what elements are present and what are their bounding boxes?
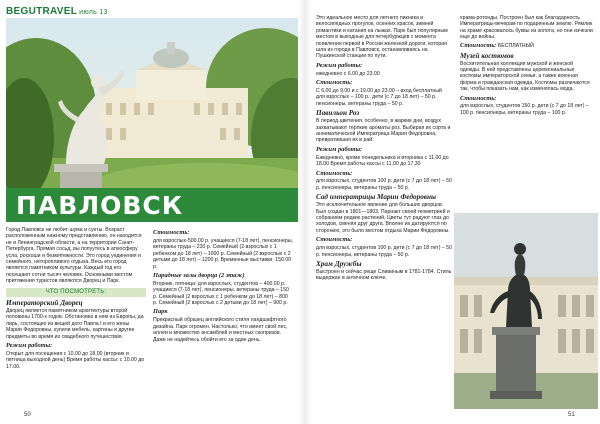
palace-cost-heading: Стоимость: [153,229,190,236]
parade-halls-heading: Парадные залы дворца (2 этаж) [153,271,245,279]
park-hours-text: ежедневно с 6.00 до 23.00 [316,70,380,77]
rose-pavilion-cost-text: для взрослых, студентов 100 р. дети (с 7 до 18 лет) – 50 р. пенсионеры, ветераны труда – 50 р. [316,178,452,191]
palace-cost-text: для взрослых-500.00 р. учащиеся (7-18 лет), пенсионеры, ветераны труда – 230 р. Семейный (2 взрослых с 1 ребенком до 18 лет) – 1000 р. Семейный (2 взрослых с 2 детьми до 18 лет) – 1200 р. Временные выставки: 150.00 р. [153,237,293,270]
costume-museum-cost-text: для взрослых, студентов 150 р. дети (с 7 до 18 лет) – 100 р. пенсионеры, ветераны труда – 100 р. [460,103,589,116]
issue-label: июль 13 [79,9,108,16]
rose-pavilion-hours-heading: Режим работы: [316,145,363,153]
costume-museum-cost-heading: Стоимость: [460,94,497,102]
paul-monument-photo [454,213,598,409]
palace-paragraph: Дворец является памятником архитектуры второй половины 1700-х годов. Обстановка в нем из Европы, да лирь, состоящих из вещей дого Павла I и его жены Марии Федоровны, купили мебель, картины и другие предметы во время их свадебного путешествия. [6,307,144,340]
park-cost-text: С 6.00 до 9.00 и с 19.00 до 23.00 – вход бесплатный для взрослых – 100 р., дети (с 7 до 18 лет) – 50 р. пенсионеры, ветераны труда – 50 р. [316,88,442,107]
text-column-2 [153,227,293,346]
park-paragraph: Прекрасный образец английского стиля ландшафтного дизайна. Парк огромен. Настолько, что имеет свой лес, аллеи и множество ансамблей и местных скопризов. Даже не надейтесь обойти его за один день. [153,317,288,343]
text-column-1 [6,227,146,373]
magazine-brand [6,6,108,17]
palace-hours-heading: Режим работы: [6,342,53,349]
intro-paragraph: Город Павловск не любит шума и суеты. Возраст расположенным нажному представлению, он находится не в Ленинградской области, а на территории Санкт-Петербурга. Прямая сосьд, вы попуутесь в атмосферу усла, роскоши и безмятежности. Это город уединения и семейного, неторопливого отдыха. Весь его город является памятником культуры. Каждый год его посещают сотни тысяч человек. Основными местом притяжения туристов являются Дворец и Парк. [6,227,142,285]
park-heading: Парк [153,308,168,316]
rose-pavilion-heading: Павильон Роз [316,109,360,118]
title-band [6,188,298,222]
costume-museum-heading: Музей костюмов [460,51,514,60]
park-hours-heading: Режим работы: [316,61,363,69]
page-number-right: 51 [568,412,575,418]
rose-pavilion-cost-heading: Стоимость: [316,169,353,177]
empress-garden-paragraph: Это исключительное явление для больших дворцов. Был создан в 1801—1803. Парнакт своей геометрией и собранием редких растений. Цветы тут радуют глаз до холодов, сменяя друг друга. Вполне их датируются по сторонию, это было местом отдыха Марии Федоровны. [316,202,450,234]
page-gutter [298,0,312,424]
brand-name: BEGUTRAVEL [6,6,78,17]
empress-garden-cost-heading: Стоимость: [316,236,353,244]
empress-garden-heading: Сад императрицы Марии Федоровны [316,193,436,202]
temple-cost-text: БЕСПЛАТНЫЙ [497,43,534,50]
costume-museum-paragraph: Восхитительная коллекция мужской и женской одежды. В ней представлены церемониальные костюмы императорской семьи, а также военная форма и гражданская одежда. Костюмы различаются так, чтобы показать нам, как изменялась мода. [460,60,590,93]
temple-cost-heading: Стоимость: [460,42,497,50]
parade-halls-text: Вторник, пятница: для взрослых, студентов – 400.00 р. учащиеся (7-18 лет), пенсионеры, ветераны труда – 150 р. Семейный (2 взрослых с 1 ребенком до 18 лет) – 800 р. Семейный (2 взрослых с 2 детьми до 18 лет) – 900 р. [153,280,289,307]
rose-pavilion-paragraph: В период цветения, особенно, в жаркие дни, воздух захватывают терпкие ароматы роз. Выбирая их сорта и аннематической Императрица Мария Федоровна, превратившая их в рай. [316,118,451,144]
what-to-see-band: ЧТО ПОСМОТРЕТЬ: [6,288,146,297]
palace-heading: Императорский Дворец [6,299,83,308]
temple-cost-line [460,43,594,49]
text-column-4 [460,15,594,119]
pavlovsk-palace-photo [6,18,298,214]
park-cost-heading: Стоимость: [316,79,353,87]
empress-garden-cost-text: для взрослых, студентов 100 р. дети (с 7 до 18 лет) – 50 р. пенсионеры, ветераны труда – 50 р. [316,245,452,258]
temple-continued-paragraph: храма-ротонды. Построен был как благодарность Императрицы-вечерам по подаренным землю. Рямлик на храме красовалось буквы из золота, но они изчезли еще до войны. [460,15,593,41]
temple-paragraph: Выстроен и сейчас реще Сливиным в 1781-1784. Стиль выдержан в античном ключе. [316,268,452,282]
rose-pavilion-hours-text: Ежедневно, кроме понедельника и вторника с 11.00 до 18.00 Время работы кассы с 11.00 до 17.30 [316,154,449,168]
page-number-left: 50 [24,412,31,418]
page-title: ПАВЛОВСК [16,191,184,220]
text-column-3 [316,15,452,284]
palace-hours-text: Открыт для посещения с 10.00 до 18.00 (вторник и пятница выходной день) Время работы кассы: с 10.00 до 17.00. [6,350,145,370]
temple-heading: Храм Дружбы [316,259,362,268]
park-continued-paragraph: Это идеальное место для летнего пикника и велосипедных прогулок, осенних красок, зимней романтики и катания на лыжах. Парк был популярным местом в выходные для петербуржцев с момента появления первой в России железной дороги, которая шла из города в Павловск, останавливаясь на Пушкинской станции по пути. [316,15,448,60]
